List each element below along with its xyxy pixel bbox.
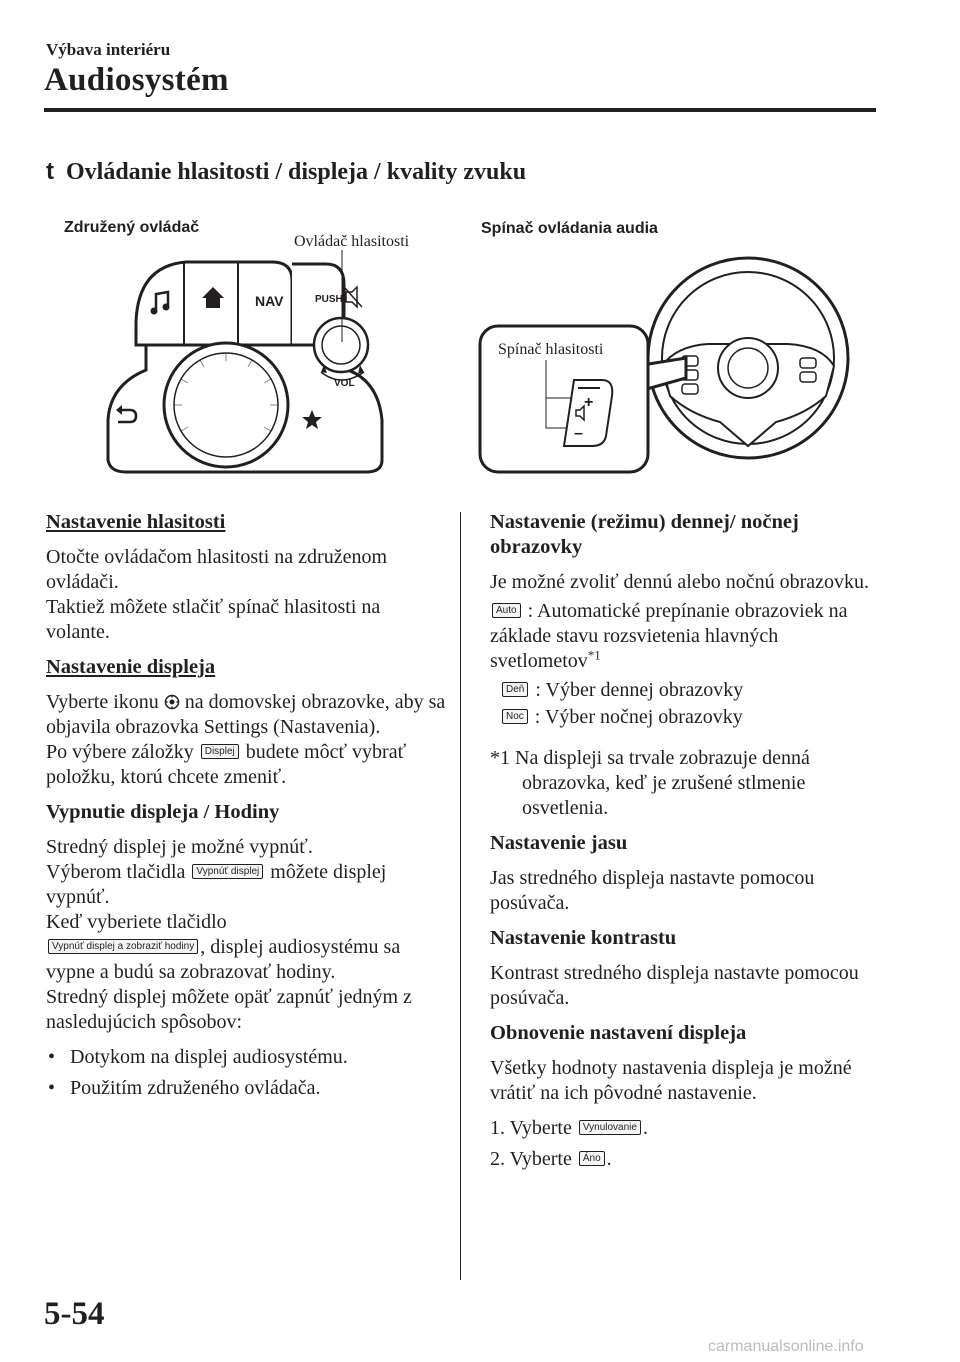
callout-volume-knob: Ovládač hlasitosti [294,233,410,250]
day-key[interactable]: Deň [502,682,528,697]
vol-label: VOL [334,378,355,389]
display-p2-b: budete môcť vybrať položku, ktorú chcete zmeniť. [46,741,407,788]
heading-volume-setting: Nastavenie hlasitosti [46,511,226,533]
step-2-period: . [606,1148,612,1170]
off-p4: Stredný displej môžete opäť zapnúť jedným z nasledujúcich spôsobov: [46,986,412,1033]
mute-icon [344,287,362,307]
heading-day-night-mode: Nastavenie (režimu) dennej/ nočnej obrazovky [490,511,799,558]
figure-label-commander: Združený ovládač [64,219,200,236]
display-off-clock-key[interactable]: Vypnúť displej a zobraziť hodiny [48,939,198,954]
footnote: *1 Na displeji sa trvale zobrazuje denná obrazovka, keď je zrušené stlmenie osvetlenia. [490,747,810,819]
page-number: 5-54 [44,1296,105,1332]
right-column [490,510,880,1178]
heading-display-off: Vypnutie displeja / Hodiny [46,801,280,823]
day-mode-line [500,678,880,703]
watermark: carmanualsonline.info [708,1338,864,1355]
off-p1: Stredný displej je možné vypnúť. [46,836,313,858]
brightness-paragraph: Jas stredného displeja nastavte pomocou posúvača. [490,867,815,914]
auto-mode-line [490,599,880,674]
display-tab-key[interactable]: Displej [201,744,239,759]
steering-wheel-illustration [476,246,860,478]
auto-footnote-ref: *1 [587,647,601,663]
nav-button-label: NAV [255,293,284,309]
breadcrumb: Výbava interiéru [46,40,171,59]
joystick-dial [174,353,278,457]
section-bullet: t [46,158,54,185]
callout-volume-switch: Spínač hlasitosti [498,341,604,358]
section-title [46,158,526,186]
reset-key[interactable]: Vynulovanie [579,1120,641,1135]
wheel-logo [728,348,768,388]
section-title-text: Ovládanie hlasitosti / displeja / kvality zvuku [66,159,527,185]
day-night-intro: Je možné zvoliť dennú alebo nočnú obrazovku. [490,571,869,593]
chapter-title: Audiosystém [44,62,229,98]
display-paragraph [46,690,446,790]
heading-contrast: Nastavenie kontrastu [490,927,677,949]
display-p1-b: na domovskej obrazovke, aby sa objavila obrazovka Settings (Nastavenia). [46,691,446,738]
reset-step-1 [490,1116,880,1141]
heading-brightness: Nastavenie jasu [490,832,628,854]
column-divider [460,512,461,1280]
volume-knob-cap [322,326,360,364]
list-item: • Dotykom na displej audiosystému. [46,1045,446,1070]
volume-up-icon: + [584,394,594,411]
figure-label-steering-switch: Spínač ovládania audia [481,220,658,237]
yes-key[interactable]: Áno [579,1151,605,1166]
off-p2-a: Výberom tlačidla [46,861,186,883]
off-p3-a: Keď vyberiete tlačidlo [46,911,227,933]
day-mode-text: : Výber dennej obrazovky [535,679,744,701]
left-column [46,510,446,1107]
step-1-period: . [642,1117,648,1139]
step-1-text: 1. Vyberte [490,1117,572,1139]
volume-p1: Otočte ovládačom hlasitosti na združenom ovládači. [46,546,388,593]
off-p3-b: , displej audiosystému sa vypne a budú sa zobrazovať hodiny. [46,936,401,983]
reset-paragraph: Všetky hodnoty nastavenia displeja je možné vrátiť na ich pôvodné nastavenie. [490,1057,852,1104]
night-key[interactable]: Noc [502,709,528,724]
reset-step-2 [490,1147,880,1172]
off-p2-b: môžete displej vypnúť. [46,861,387,908]
step-2-text: 2. Vyberte [490,1148,572,1170]
header-rule [44,108,876,112]
display-on-methods-list [46,1045,446,1101]
volume-down-icon: – [574,425,583,442]
heading-display-setting: Nastavenie displeja [46,656,216,678]
night-mode-text: : Výber nočnej obrazovky [534,706,743,728]
heading-reset: Obnovenie nastavení displeja [490,1022,747,1044]
settings-gear-icon [164,694,180,710]
auto-mode-text: : Automatické prepínanie obrazoviek na základe stavu rozsvietenia hlavných svetlometov [490,600,848,672]
push-label: PUSH [315,294,343,305]
display-p1-a: Vyberte ikonu [46,691,159,713]
volume-paragraph [46,545,446,645]
display-p2-a: Po výbere záložky [46,741,194,763]
contrast-paragraph: Kontrast stredného displeja nastavte pomocou posúvača. [490,962,859,1009]
commander-control-illustration [96,250,386,475]
volume-p2: Taktiež môžete stlačiť spínač hlasitosti na volante. [46,596,381,643]
display-off-paragraph [46,835,446,1035]
night-mode-line [500,705,880,730]
display-off-key[interactable]: Vypnúť displej [192,864,263,879]
auto-key[interactable]: Auto [492,603,521,618]
list-item: • Použitím združeného ovládača. [46,1076,446,1101]
